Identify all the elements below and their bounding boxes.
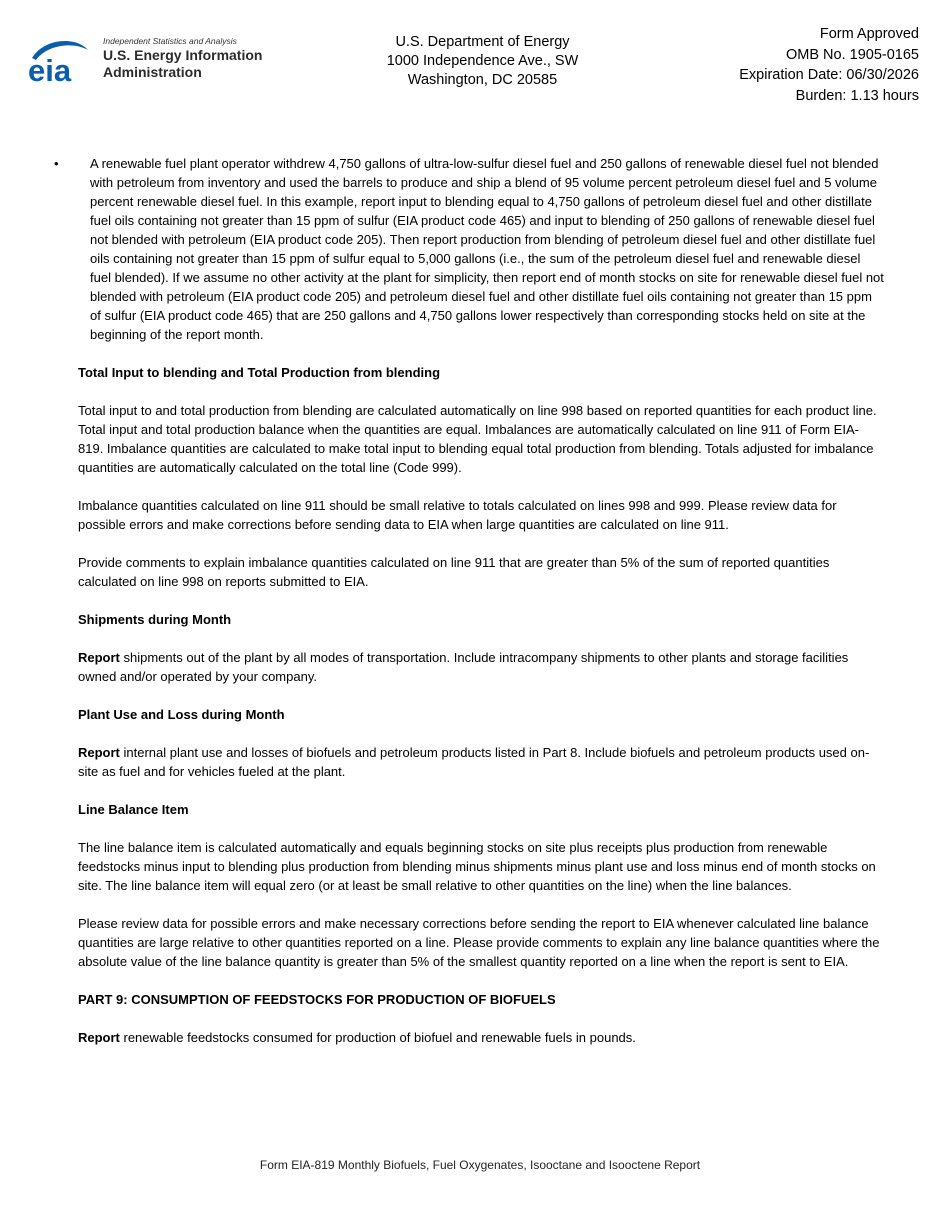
part9-lead: Report: [78, 1030, 120, 1045]
eia-tagline: Independent Statistics and Analysis: [103, 36, 237, 46]
shipments-heading: Shipments during Month: [78, 612, 232, 627]
eia-name-line2: Administration: [103, 64, 202, 80]
department-address: [360, 33, 605, 90]
shipments-text: shipments out of the plant by all modes of transportation. Include intracompany shipments to other plants and storage facilities owned and/or operated by your company.: [78, 650, 849, 684]
burden-hours: Burden: 1.13 hours: [795, 87, 919, 104]
part9-heading: PART 9: CONSUMPTION OF FEEDSTOCKS FOR PRODUCTION OF BIOFUELS: [78, 992, 556, 1007]
bullet-icon: •: [54, 156, 59, 171]
part9-para: [78, 1028, 884, 1047]
expiration-date: Expiration Date: 06/30/2026: [739, 67, 919, 83]
department-name: U.S. Department of Energy: [395, 34, 570, 50]
total-input-para2: Imbalance quantities calculated on line 911 should be small relative to totals calculated on lines 998 and 999. Please review data for possible errors and make corrections before sending data to EIA when large quantities are calculated on line 911.: [78, 498, 837, 532]
shipments-para: [78, 648, 884, 686]
page-header: [0, 0, 950, 120]
department-street: 1000 Independence Ave., SW: [386, 53, 579, 69]
eia-logo-letters: eia: [28, 53, 72, 86]
form-approved-label: Form Approved: [819, 26, 919, 42]
total-input-para3: Provide comments to explain imbalance quantities calculated on line 911 that are greater than 5% of the sum of reported quantities calculated on line 998 on reports submitted to EIA.: [78, 555, 830, 589]
line-balance-heading: Line Balance Item: [78, 802, 189, 817]
plant-use-text: internal plant use and losses of biofuels and petroleum products listed in Part 8. Include biofuels and petroleum products used on-site as fuel and for vehicles fueled at the plant.: [78, 745, 870, 779]
omb-number: OMB No. 1905-0165: [786, 46, 919, 63]
page-footer: Form EIA-819 Monthly Biofuels, Fuel Oxygenates, Isooctane and Isooctene Report: [259, 1158, 701, 1172]
eia-logo-text: [103, 36, 303, 81]
form-approval-block: [659, 24, 919, 106]
example-bullet-text: A renewable fuel plant operator withdrew 4,750 gallons of ultra-low-sulfur diesel fuel and 250 gallons of renewable diesel fuel not blended with petroleum from inventory and used the barrels to produce and ship a blend of 95 volume percent petroleum diesel fuel and 5 volume percent renewable diesel fuel. In this example, report input to blending equal to 4,750 gallons of petroleum diesel fuel and other distillate fuel oils containing not greater than 15 ppm of sulfur (EIA product code 465) and input to blending of 250 gallons of renewable diesel fuel not blended with petroleum (EIA product code 205). Then report production from blending of petroleum diesel fuel and other distillate fuel oils containing not greater than 15 ppm of sulfur equal to 5,000 gallons (i.e., the sum of the petroleum diesel fuel and renewable diesel fuel blended). If we assume no other activity at the plant for simplicity, then report end of month stocks on site for renewable diesel fuel not blended with petroleum (EIA product code 205) and petroleum diesel fuel and other distillate fuel oils containing not greater than 15 ppm of sulfur (EIA product code 465) that are 250 gallons and 4,750 gallons lower respectively than corresponding stocks held on site at the beginning of the report month.: [90, 156, 884, 342]
eia-logo-mark: [26, 36, 96, 86]
department-city: Washington, DC 20585: [407, 72, 558, 88]
eia-name-line1: U.S. Energy Information: [103, 47, 263, 63]
shipments-lead: Report: [78, 650, 120, 665]
total-input-heading: Total Input to blending and Total Production from blending: [78, 365, 441, 380]
line-balance-para2: Please review data for possible errors and make necessary corrections before sending the report to EIA whenever calculated line balance quantities are large relative to other quantities reported on a line. Please provide comments to explain any line balance quantities where the absolute value of the line balance quantity is greater than 5% of the smallest quantity reported on a line when the report is sent to EIA.: [78, 916, 880, 969]
example-bullet: [0, 154, 884, 344]
plant-use-heading: Plant Use and Loss during Month: [78, 707, 285, 722]
part9-text: renewable feedstocks consumed for production of biofuel and renewable fuels in pounds.: [119, 1030, 636, 1045]
plant-use-para: [78, 743, 884, 781]
plant-use-lead: Report: [78, 745, 120, 760]
total-input-para1: Total input to and total production from blending are calculated automatically on line 998 based on reported quantities for each product line. Total input and total production balance when the quantities are equal. Imbalances are automatically calculated on line 911 of Form EIA-819. Imbalance quantities are calculated to make total input to blending equal total production from blending. Totals adjusted for imbalance quantities are automatically calculated on the total line (Code 999).: [78, 403, 877, 475]
line-balance-para1: The line balance item is calculated automatically and equals beginning stocks on site plus receipts plus production from renewable feedstocks minus input to blending plus production from blending minus shipments minus plant use and loss minus end of month stocks on site. The line balance item will equal zero (or at least be small relative to other quantities on the line) when the line balances.: [78, 840, 876, 893]
eia-logo: [26, 36, 296, 86]
instructions-content: [54, 154, 884, 1047]
